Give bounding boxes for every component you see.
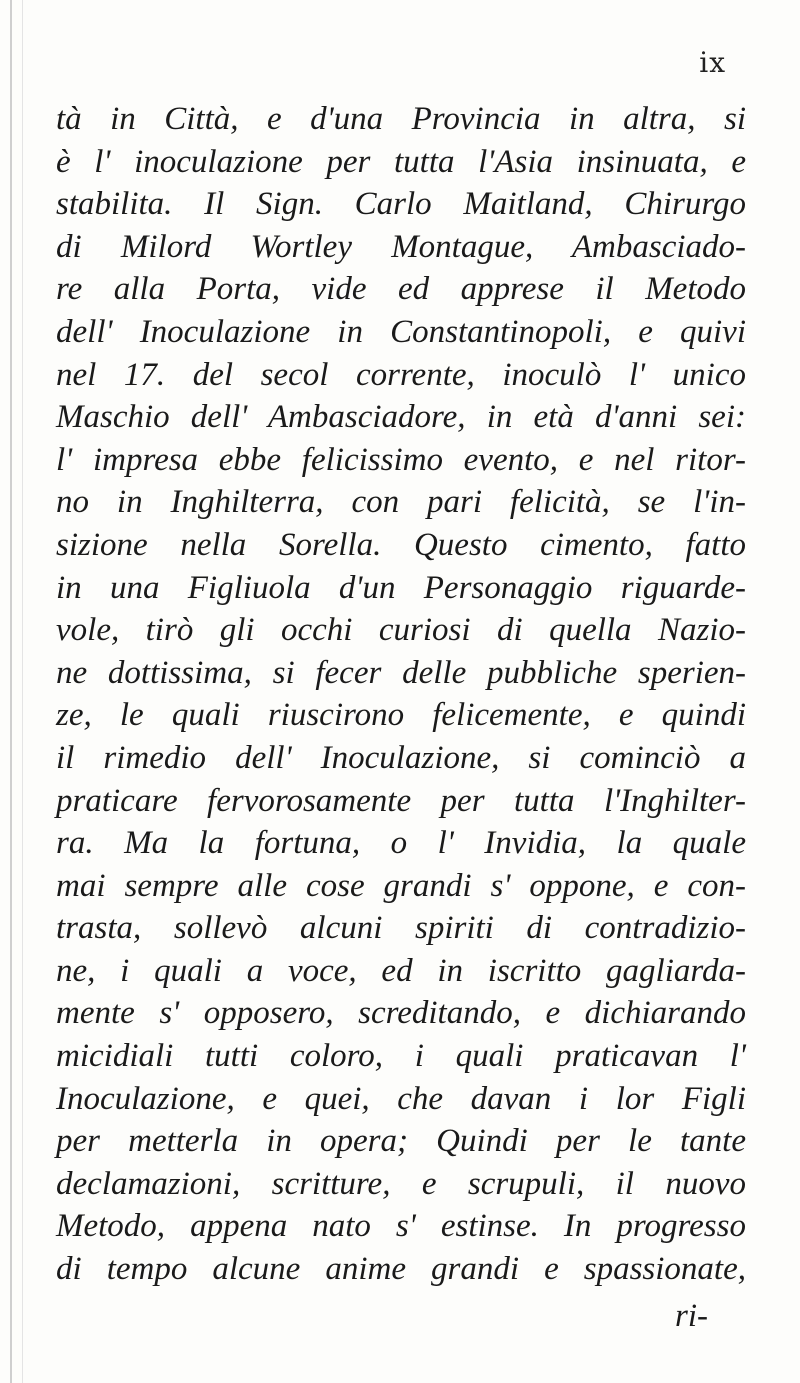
text-line: Inoculazione, e quei, che davan i lor Figli xyxy=(56,1080,746,1117)
text-line: nel 17. del secol corrente, inoculò l' unico xyxy=(56,356,746,393)
text-line: tà in Città, e d'una Provincia in altra, si xyxy=(56,101,746,137)
text-line: di tempo alcune anime grandi e spassionate, xyxy=(56,1251,746,1288)
catchword: ri- xyxy=(675,1298,708,1334)
page-gutter-shadow xyxy=(22,0,23,1383)
text-line: no in Inghilterra, con pari felicità, se l'in- xyxy=(56,484,746,521)
text-line: mente s' opposero, screditando, e dichiarando xyxy=(56,995,746,1032)
text-line: ra. Ma la fortuna, o l' Invidia, la quale xyxy=(56,825,746,862)
text-line: sizione nella Sorella. Questo cimento, fatto xyxy=(56,526,746,563)
text-line: micidiali tutti coloro, i quali praticavan l' xyxy=(56,1038,746,1075)
text-line: ze, le quali riuscirono felicemente, e quindi xyxy=(56,697,746,734)
text-line: è l' inoculazione per tutta l'Asia insinuata, e xyxy=(56,143,746,180)
text-line: in una Figliuola d'un Personaggio riguarde- xyxy=(56,569,746,606)
text-line: l' impresa ebbe felicissimo evento, e nel ritor- xyxy=(56,441,746,478)
text-line: per metterla in opera; Quindi per le tante xyxy=(56,1123,746,1160)
text-line: praticare fervorosamente per tutta l'Inghilter- xyxy=(56,782,746,819)
text-line: di Milord Wortley Montague, Ambasciado- xyxy=(56,228,746,265)
text-line: mai sempre alle cose grandi s' oppone, e con- xyxy=(56,867,746,904)
body-text xyxy=(56,98,746,1291)
text-line: Maschio dell' Ambasciadore, in età d'anni sei: xyxy=(56,399,746,436)
text-line: re alla Porta, vide ed apprese il Metodo xyxy=(56,271,746,308)
text-line: ne, i quali a voce, ed in iscritto gagliarda- xyxy=(56,952,746,989)
text-line: vole, tirò gli occhi curiosi di quella Nazio- xyxy=(56,612,746,649)
text-line: ne dottissima, si fecer delle pubbliche sperien- xyxy=(56,654,746,691)
text-line: declamazioni, scritture, e scrupuli, il nuovo xyxy=(56,1165,746,1202)
text-line: trasta, sollevò alcuni spiriti di contradizio- xyxy=(56,910,746,947)
text-line: dell' Inoculazione in Constantinopoli, e quivi xyxy=(56,313,746,350)
text-line: Metodo, appena nato s' estinse. In progresso xyxy=(56,1208,746,1245)
text-line: il rimedio dell' Inoculazione, si cominciò a xyxy=(56,739,746,776)
page-gutter-edge xyxy=(10,0,12,1383)
page-number: ix xyxy=(699,46,726,79)
text-line: stabilita. Il Sign. Carlo Maitland, Chirurgo xyxy=(56,186,746,223)
